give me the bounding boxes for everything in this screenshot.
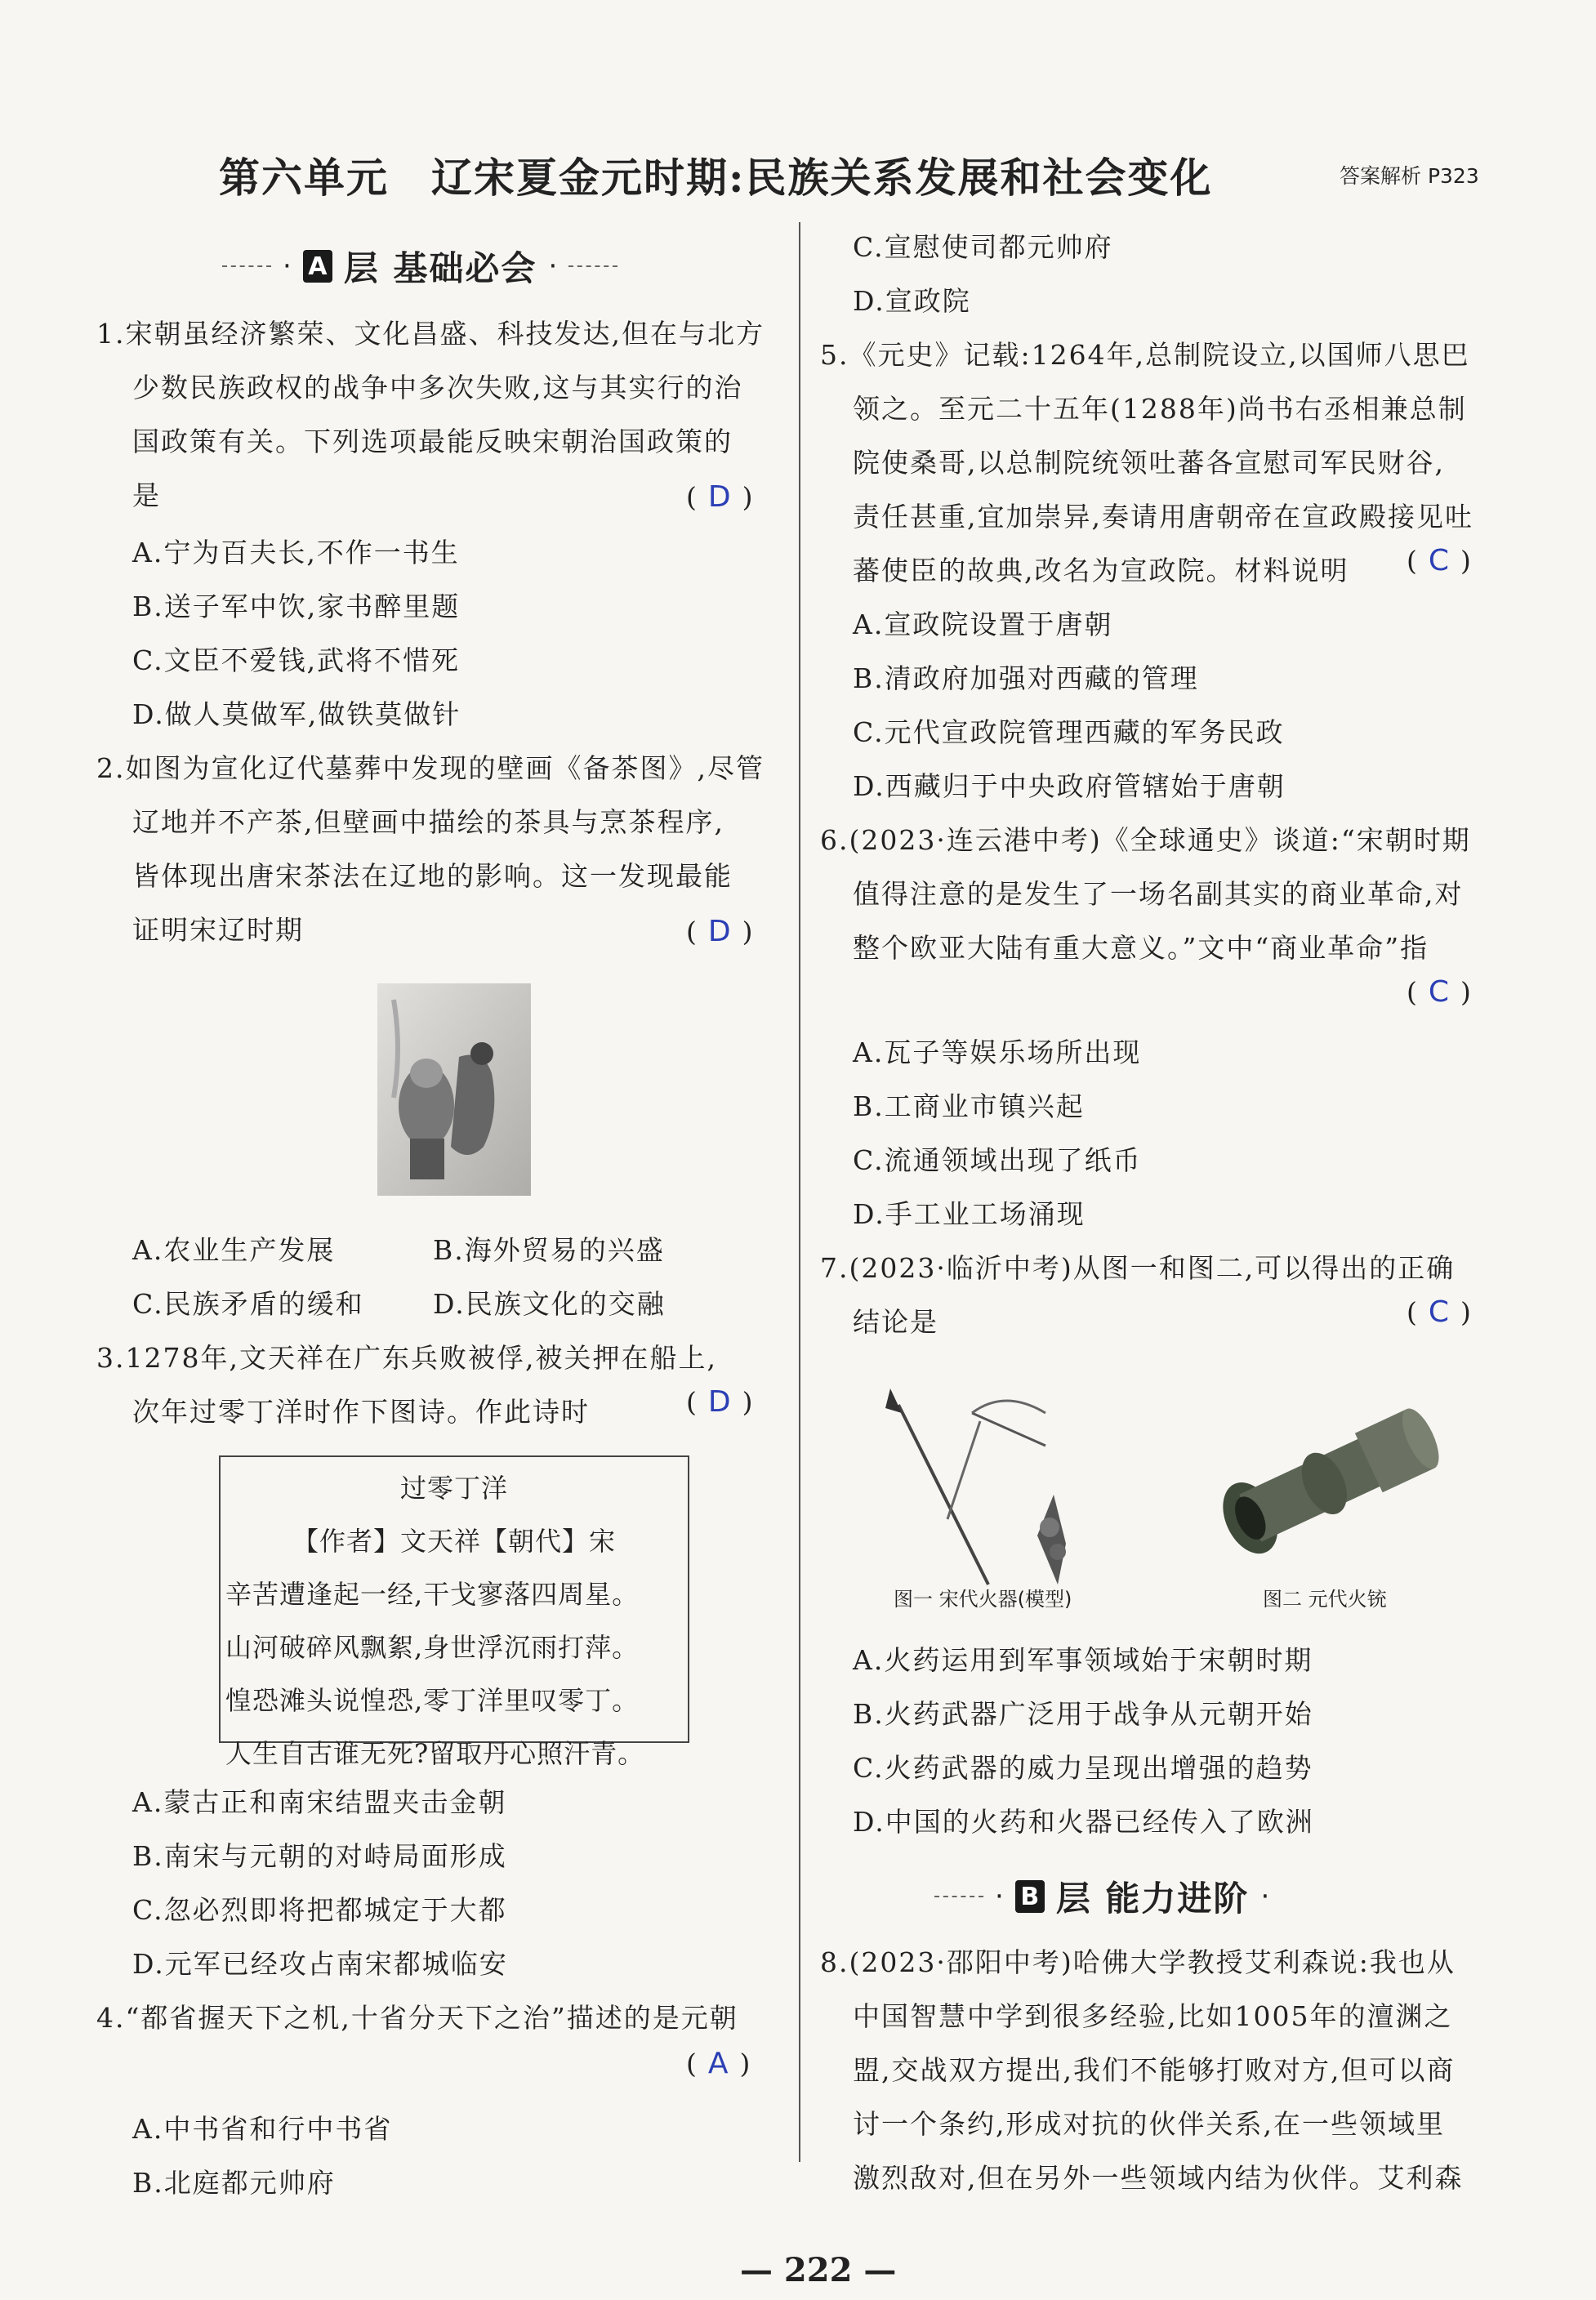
column-divider [799, 222, 800, 2162]
question-4-options-left [132, 2102, 392, 2210]
option-a: A.蒙古正和南宋结盟夹击金朝 [132, 1786, 507, 1818]
option-b: B.送子军中饮,家书醉里题 [132, 591, 461, 622]
question-7-options [853, 1634, 1314, 1849]
option-c: C.火药武器的威力呈现出增强的趋势 [853, 1752, 1313, 1784]
song-fire-weapons-image [882, 1356, 1144, 1593]
option-c: C.流通领域出现了纸币 [853, 1144, 1142, 1176]
question-7-answer: (C) [1407, 1295, 1482, 1329]
heading-rule-left [222, 265, 271, 267]
option-a: A.火药运用到军事领域始于宋朝时期 [853, 1644, 1313, 1676]
option-a: A.中书省和行中书省 [132, 2113, 393, 2145]
question-2-answer: (D) [686, 915, 765, 948]
poem-author: 【作者】文天祥【朝代】宋 [292, 1526, 616, 1557]
option-d: D.宣政院 [853, 285, 971, 317]
section-b-badge: B [1015, 1880, 1045, 1913]
option-c: C.宣慰使司都元帅府 [853, 231, 1113, 263]
option-c: C.忽必烈即将把都城定于大都 [132, 1894, 507, 1926]
question-5-answer: (C) [1407, 544, 1482, 577]
question-6-answer: (C) [1407, 975, 1482, 1009]
question-1-options [132, 526, 461, 742]
option-b: B.海外贸易的兴盛 [433, 1234, 665, 1266]
fire-arrows-illustration [882, 1356, 1144, 1593]
figure-2-caption: 图二 元代火铳 [1263, 1588, 1387, 1611]
cannon-illustration [1209, 1388, 1462, 1568]
poem-title: 过零丁洋 [399, 1473, 508, 1504]
question-8-stem: 8.(2023·邵阳中考)哈佛大学教授艾利森说:我也从 中国智慧中学到很多经验,比如1005年的澶渊之 盟,交战双方提出,我们不能够打败对方,但可以商 讨一个条约,形成对抗的伙伴关系,在一些领域里 激烈敌对,但在另外一些领域内结为伙伴。艾利森 [820, 1946, 1464, 2194]
poem-line: 惶恐滩头说惶恐,零丁洋里叹零丁。 [225, 1685, 640, 1716]
option-b: B.清政府加强对西藏的管理 [853, 662, 1199, 694]
question-3-options [132, 1776, 508, 1991]
section-a-badge: A [303, 250, 332, 283]
question-1-answer: (D) [686, 480, 765, 514]
answer-reference: 答案解析 P323 [1340, 164, 1479, 188]
option-a: A.宣政院设置于唐朝 [853, 608, 1113, 640]
option-d: D.手工业工场涌现 [853, 1198, 1086, 1230]
question-5-stem: 5.《元史》记载:1264年,总制院设立,以国师八思巴 领之。至元二十五年(1288年)尚书右丞相兼总制 院使桑哥,以总制院统领吐蕃各宣慰司军民财谷, 责任甚重,宜加崇异,奏请用唐朝帝在宣政殿接见吐 蕃使臣的故典,改名为宣政院。材料说明 [820, 339, 1473, 586]
poem-box [219, 1455, 689, 1769]
question-7-stem: 7.(2023·临沂中考)从图一和图二,可以得出的正确 结论是 [820, 1252, 1456, 1338]
option-c: C.民族矛盾的缓和 [132, 1288, 364, 1320]
heading-rule-left [934, 1896, 983, 1897]
question-1-stem: 1.宋朝虽经济繁荣、文化昌盛、科技发达,但在与北方 少数民族政权的战争中多次失败,这与其实行的治 国政策有关。下列选项最能反映宋朝治国政策的 是 [96, 318, 765, 511]
question-3-answer: (D) [686, 1385, 765, 1419]
option-b: B.北庭都元帅府 [132, 2167, 336, 2199]
figure-1-caption: 图一 宋代火器(模型) [894, 1588, 1072, 1611]
option-c: C.元代宣政院管理西藏的军务民政 [853, 716, 1285, 748]
option-c: C.文臣不爱钱,武将不惜死 [132, 644, 461, 676]
question-4-stem: 4.“都省握天下之机,十省分天下之治”描述的是元朝 [96, 2002, 738, 2034]
section-a-heading: · A 层 基础必会 · [222, 242, 617, 291]
section-a-title: 层 基础必会 [343, 248, 537, 288]
option-a: A.农业生产发展 [132, 1234, 336, 1266]
option-b: B.工商业市镇兴起 [853, 1090, 1085, 1122]
question-6-stem: 6.(2023·连云港中考)《全球通史》谈道:“宋朝时期 值得注意的是发生了一场名副其实的商业革命,对 整个欧亚大陆有重大意义。”文中“商业革命”指 [820, 824, 1471, 964]
mural-illustration [377, 983, 531, 1196]
tea-mural-image [377, 983, 531, 1196]
option-d: D.民族文化的交融 [433, 1288, 666, 1320]
section-b-heading: · B 层 能力进阶 · [934, 1872, 1269, 1921]
option-b: B.火药武器广泛用于战争从元朝开始 [853, 1698, 1313, 1730]
question-2-stem: 2.如图为宣化辽代墓葬中发现的壁画《备茶图》,尽管 辽地并不产茶,但壁画中描绘的茶具与烹茶程序, 皆体现出唐宋茶法在辽地的影响。这一发现最能 证明宋辽时期 [96, 752, 765, 946]
question-6-options [853, 1026, 1142, 1241]
heading-rule-right [568, 265, 617, 267]
poem-line: 辛苦遭逢起一经,干戈寥落四周星。 [225, 1579, 640, 1610]
question-2-options [132, 1224, 666, 1331]
section-b-title: 层 能力进阶 [1055, 1879, 1250, 1919]
question-3-stem: 3.1278年,文天祥在广东兵败被俘,被关押在船上, 次年过零丁洋时作下图诗。作此诗时 [96, 1342, 717, 1428]
option-b: B.南宋与元朝的对峙局面形成 [132, 1840, 507, 1872]
question-5-options [853, 598, 1286, 813]
option-d: D.元军已经攻占南宋都城临安 [132, 1948, 508, 1980]
poem-line: 山河破碎风飘絮,身世浮沉雨打萍。 [225, 1632, 640, 1663]
poem-line: 人生自古谁无死?留取丹心照汗青。 [225, 1738, 645, 1769]
unit-title: 第六单元 辽宋夏金元时期:民族关系发展和社会变化 [219, 154, 1213, 202]
question-4-options-right [853, 221, 1113, 328]
question-4-answer: (A) [686, 2047, 762, 2080]
page-number: — 222 — [740, 2251, 897, 2289]
option-a: A.瓦子等娱乐场所出现 [853, 1036, 1142, 1068]
option-d: D.中国的火药和火器已经传入了欧洲 [853, 1806, 1314, 1838]
option-d: D.做人莫做军,做铁莫做针 [132, 698, 461, 730]
option-a: A.宁为百夫长,不作一书生 [132, 537, 460, 568]
yuan-hand-cannon-image [1209, 1388, 1462, 1568]
option-d: D.西藏归于中央政府管辖始于唐朝 [853, 770, 1286, 802]
